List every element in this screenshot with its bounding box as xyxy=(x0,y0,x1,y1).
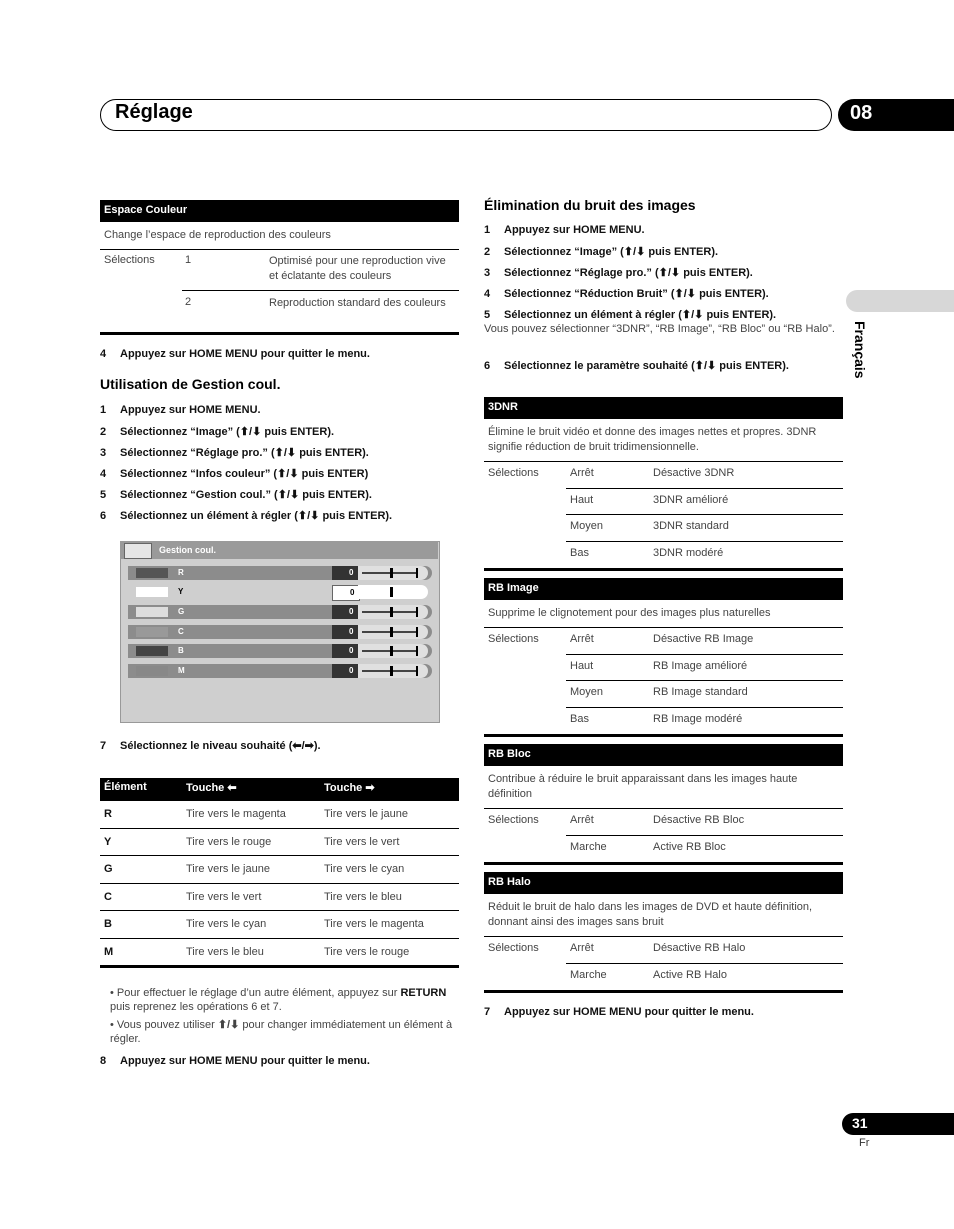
option-key: Moyen xyxy=(570,520,604,532)
table-end-rule xyxy=(484,734,843,737)
color-swatch xyxy=(136,627,168,637)
table-header: RB Image xyxy=(484,578,843,600)
option-key: Haut xyxy=(570,659,594,672)
section-heading: Élimination du bruit des images xyxy=(484,197,696,213)
step-item: 6 Sélectionnez un élément à régler (⬆/⬇ puis ENTER). xyxy=(100,510,393,522)
table-row xyxy=(484,809,843,836)
espace-couleur-table xyxy=(100,200,459,335)
osd-row-value: 0 xyxy=(349,646,354,655)
page-lang: Fr xyxy=(859,1137,870,1149)
color-swatch xyxy=(136,587,168,597)
color-swatch xyxy=(136,607,168,617)
step-8: 8 Appuyez sur HOME MENU pour quitter le menu. xyxy=(100,1055,370,1067)
col-header: Touche ⬅ xyxy=(186,782,237,794)
bullet-note: • Vous pouvez utiliser ⬆/⬇ pour changer immédiatement un élément à régler. xyxy=(110,1019,453,1045)
table-description: Supprime le clignotement pour des images plus naturelles xyxy=(484,600,843,628)
col-header: Touche ➡ xyxy=(324,782,375,794)
table-row xyxy=(484,655,843,682)
slider-knob[interactable] xyxy=(390,587,393,597)
step-7: 7 Sélectionnez le niveau souhaité (⬅/➡). xyxy=(100,740,321,752)
rbhalo-table xyxy=(484,872,843,993)
option-key: Haut xyxy=(570,493,594,506)
option-value: RB Image amélioré xyxy=(653,659,748,672)
osd-row-value-box xyxy=(332,644,358,658)
slider-knob[interactable] xyxy=(390,627,393,637)
table-row xyxy=(484,462,843,489)
table-row xyxy=(484,836,843,863)
step-item: 5 Sélectionnez “Gestion coul.” (⬆/⬇ puis ENTER). xyxy=(100,489,372,501)
option-key: Bas xyxy=(570,712,589,725)
table-description: Élimine le bruit vidéo et donne des images nettes et propres. 3DNR signifie réduction de bruit tridimensionnelle. xyxy=(484,419,843,462)
osd-row-y xyxy=(128,585,432,599)
osd-row-value: 0 xyxy=(349,666,354,675)
table-header: Espace Couleur xyxy=(100,200,459,222)
table-cell: G xyxy=(104,863,113,875)
right-arrow-icon: ➡ xyxy=(365,782,375,794)
table-row xyxy=(100,911,459,939)
up-down-arrows-icon: ⬆/⬇ xyxy=(623,246,646,258)
table-cell: Tire vers le vert xyxy=(186,890,262,903)
bullet-icon: • xyxy=(110,1019,114,1031)
header-bar xyxy=(100,99,832,131)
table-cell: Tire vers le cyan xyxy=(186,918,267,930)
table-row xyxy=(100,939,459,966)
table-cell: B xyxy=(104,918,112,930)
table-cell: Tire vers le magenta xyxy=(186,808,286,820)
table-cell: Tire vers le cyan xyxy=(324,863,405,875)
option-key: 2 xyxy=(185,296,192,308)
option-value: Active RB Bloc xyxy=(653,840,726,853)
step-note: Vous pouvez sélectionner “3DNR”, “RB Image”, “RB Bloc” ou “RB Halo”. xyxy=(484,323,835,335)
option-key: Arrêt xyxy=(570,467,594,479)
osd-title: Gestion coul. xyxy=(159,545,217,555)
table-row xyxy=(484,489,843,516)
table-cell: R xyxy=(104,808,112,820)
table-row xyxy=(100,829,459,857)
table-row xyxy=(484,708,843,735)
option-value: Active RB Halo xyxy=(653,968,727,981)
up-down-arrows-icon: ⬆/⬇ xyxy=(277,468,299,480)
osd-row-value: 0 xyxy=(349,568,354,577)
level-slider[interactable] xyxy=(358,664,428,678)
osd-row-c xyxy=(128,625,432,639)
rbimage-table xyxy=(484,578,843,737)
table-header xyxy=(100,778,459,801)
table-end-rule xyxy=(484,568,843,571)
osd-row-g xyxy=(128,605,432,619)
osd-row-label: R xyxy=(178,568,184,577)
selections-label: Sélections xyxy=(488,633,539,645)
up-down-arrows-icon: ⬆/⬇ xyxy=(217,1019,240,1031)
table-cell: Tire vers le jaune xyxy=(186,863,270,875)
step-item: 5 Sélectionnez un élément à régler (⬆/⬇ puis ENTER). xyxy=(484,309,777,321)
table-cell: Tire vers le rouge xyxy=(186,835,272,848)
table-cell: Tire vers le vert xyxy=(324,835,400,848)
page-number-badge xyxy=(842,1113,954,1135)
table-cell: Tire vers le rouge xyxy=(324,945,410,958)
level-slider[interactable] xyxy=(358,625,428,639)
table-description: Réduit le bruit de halo dans les images de DVD et haute définition, donnant ainsi des images sans bruit xyxy=(484,894,843,937)
table-end-rule xyxy=(100,965,459,968)
option-value: RB Image standard xyxy=(653,686,748,698)
table-row xyxy=(100,856,459,884)
step-item: 3 Sélectionnez “Réglage pro.” (⬆/⬇ puis ENTER). xyxy=(100,447,369,459)
level-slider[interactable] xyxy=(358,644,428,658)
level-slider[interactable] xyxy=(358,605,428,619)
slider-knob[interactable] xyxy=(390,646,393,656)
option-value: Désactive RB Halo xyxy=(653,942,746,954)
osd-row-m xyxy=(128,664,432,678)
osd-row-value-box xyxy=(332,605,358,619)
step-item: 1 Appuyez sur HOME MENU. xyxy=(484,224,645,236)
osd-row-label: Y xyxy=(178,587,184,596)
chapter-badge xyxy=(838,99,954,131)
slider-knob[interactable] xyxy=(390,568,393,578)
osd-row-value-box xyxy=(332,585,360,601)
option-key: Arrêt xyxy=(570,633,594,645)
option-key: Marche xyxy=(570,840,607,853)
option-value: 3DNR modéré xyxy=(653,546,724,559)
language-label: Français xyxy=(852,321,868,379)
row-divider xyxy=(182,290,459,291)
up-down-arrows-icon: ⬆/⬇ xyxy=(274,447,297,459)
osd-row-value: 0 xyxy=(349,607,354,616)
option-key: Arrêt xyxy=(570,942,594,954)
color-swatch xyxy=(136,666,168,676)
osd-row-b xyxy=(128,644,432,658)
option-value: Désactive RB Image xyxy=(653,633,754,645)
chapter-number: 08 xyxy=(850,102,873,124)
table-description: Contribue à réduire le bruit apparaissant dans les images haute définition xyxy=(484,766,843,809)
table-row xyxy=(100,801,459,829)
table-row xyxy=(100,292,459,332)
table-header: RB Halo xyxy=(484,872,843,894)
selections-label: Sélections xyxy=(488,467,539,479)
section-heading: Utilisation de Gestion coul. xyxy=(100,376,281,392)
table-cell: Y xyxy=(104,835,112,848)
table-cell: Tire vers le jaune xyxy=(324,808,408,820)
osd-row-label: M xyxy=(178,666,185,675)
slider-knob[interactable] xyxy=(390,666,393,676)
up-down-arrows-icon: ⬆/⬇ xyxy=(681,309,704,321)
table-cell: Tire vers le bleu xyxy=(324,890,402,903)
level-slider[interactable] xyxy=(358,566,428,580)
step-7: 7 Appuyez sur HOME MENU pour quitter le menu. xyxy=(484,1006,754,1018)
table-row xyxy=(484,964,843,991)
osd-row-value-box xyxy=(332,625,358,639)
table-end-rule xyxy=(484,862,843,865)
table-row xyxy=(100,250,459,292)
slider-knob[interactable] xyxy=(390,607,393,617)
steps-list xyxy=(484,224,844,336)
step-item: 4 Sélectionnez “Réduction Bruit” (⬆/⬇ puis ENTER). xyxy=(484,288,769,300)
option-key: 1 xyxy=(185,254,192,266)
step-4: 4 Appuyez sur HOME MENU pour quitter le menu. xyxy=(100,348,370,360)
table-header: RB Bloc xyxy=(484,744,843,766)
option-key: Arrêt xyxy=(570,814,594,826)
table-row xyxy=(484,937,843,964)
col-header: Élément xyxy=(104,781,147,793)
osd-row-value-box xyxy=(332,566,358,580)
color-swatch xyxy=(136,646,168,656)
steps-list xyxy=(100,404,460,530)
page-number: 31 xyxy=(852,1115,868,1131)
table-cell: Tire vers le magenta xyxy=(324,918,424,930)
up-down-arrows-icon: ⬆/⬇ xyxy=(658,267,681,279)
table-row xyxy=(100,884,459,912)
up-down-arrows-icon: ⬆/⬇ xyxy=(694,360,717,372)
left-arrow-icon: ⬅ xyxy=(227,782,237,794)
osd-row-value: 0 xyxy=(350,588,355,597)
up-down-arrows-icon: ⬆/⬇ xyxy=(674,288,697,300)
table-description: Change l’espace de reproduction des couleurs xyxy=(100,222,459,250)
osd-row-label: B xyxy=(178,646,184,655)
selections-label: Sélections xyxy=(488,814,539,826)
up-down-arrows-icon: ⬆/⬇ xyxy=(239,426,262,438)
color-swatch xyxy=(136,568,168,578)
up-down-arrows-icon: ⬆/⬇ xyxy=(277,489,300,501)
table-row xyxy=(484,628,843,655)
step-item: 1 Appuyez sur HOME MENU. xyxy=(100,404,261,416)
left-right-arrows-icon: ⬅/➡ xyxy=(292,740,314,752)
bullet-note: • Pour effectuer le réglage d’un autre élément, appuyez sur RETURN puis reprenez les opérations 6 et 7. xyxy=(110,987,447,1013)
table-cell: Tire vers le bleu xyxy=(186,945,264,958)
tv-menu-icon xyxy=(124,543,152,559)
option-value: 3DNR amélioré xyxy=(653,493,729,506)
selections-label: Sélections xyxy=(488,942,539,954)
option-value: Reproduction standard des couleurs xyxy=(269,297,446,309)
bullet-icon: • xyxy=(110,987,114,999)
language-tab xyxy=(846,290,954,312)
up-down-arrows-icon: ⬆/⬇ xyxy=(297,510,320,522)
option-value: Désactive RB Bloc xyxy=(653,814,745,826)
osd-row-label: G xyxy=(178,607,185,616)
step-6: 6 Sélectionnez le paramètre souhaité (⬆/⬇ puis ENTER). xyxy=(484,360,789,372)
option-value: Désactive 3DNR xyxy=(653,467,735,479)
option-key: Moyen xyxy=(570,686,604,698)
osd-row-value-box xyxy=(332,664,358,678)
table-row xyxy=(484,515,843,542)
osd-row-value: 0 xyxy=(349,627,354,636)
table-cell: C xyxy=(104,890,112,903)
option-value: RB Image modéré xyxy=(653,712,743,725)
table-end-rule xyxy=(100,332,459,335)
option-value: 3DNR standard xyxy=(653,520,729,532)
osd-row-r xyxy=(128,566,432,580)
page-title: Réglage xyxy=(115,101,193,123)
osd-row-label: C xyxy=(178,627,184,636)
option-key: Marche xyxy=(570,968,607,981)
table-cell: M xyxy=(104,945,114,958)
step-item: 2 Sélectionnez “Image” (⬆/⬇ puis ENTER). xyxy=(484,246,719,258)
selections-label: Sélections xyxy=(104,254,155,266)
table-end-rule xyxy=(484,990,843,993)
step-item: 4 Sélectionnez “Infos couleur” (⬆/⬇ puis ENTER) xyxy=(100,468,369,480)
table-row xyxy=(484,542,843,569)
level-slider[interactable] xyxy=(358,585,428,599)
dnr-table xyxy=(484,397,843,571)
element-table xyxy=(100,778,459,968)
option-value: Optimisé pour une reproduction vive et éclatante des couleurs xyxy=(269,255,446,282)
option-key: Bas xyxy=(570,546,589,559)
step-item: 2 Sélectionnez “Image” (⬆/⬇ puis ENTER). xyxy=(100,426,335,438)
step-item: 3 Sélectionnez “Réglage pro.” (⬆/⬇ puis ENTER). xyxy=(484,267,753,279)
table-header: 3DNR xyxy=(484,397,843,419)
rbbloc-table xyxy=(484,744,843,865)
table-row xyxy=(484,681,843,708)
